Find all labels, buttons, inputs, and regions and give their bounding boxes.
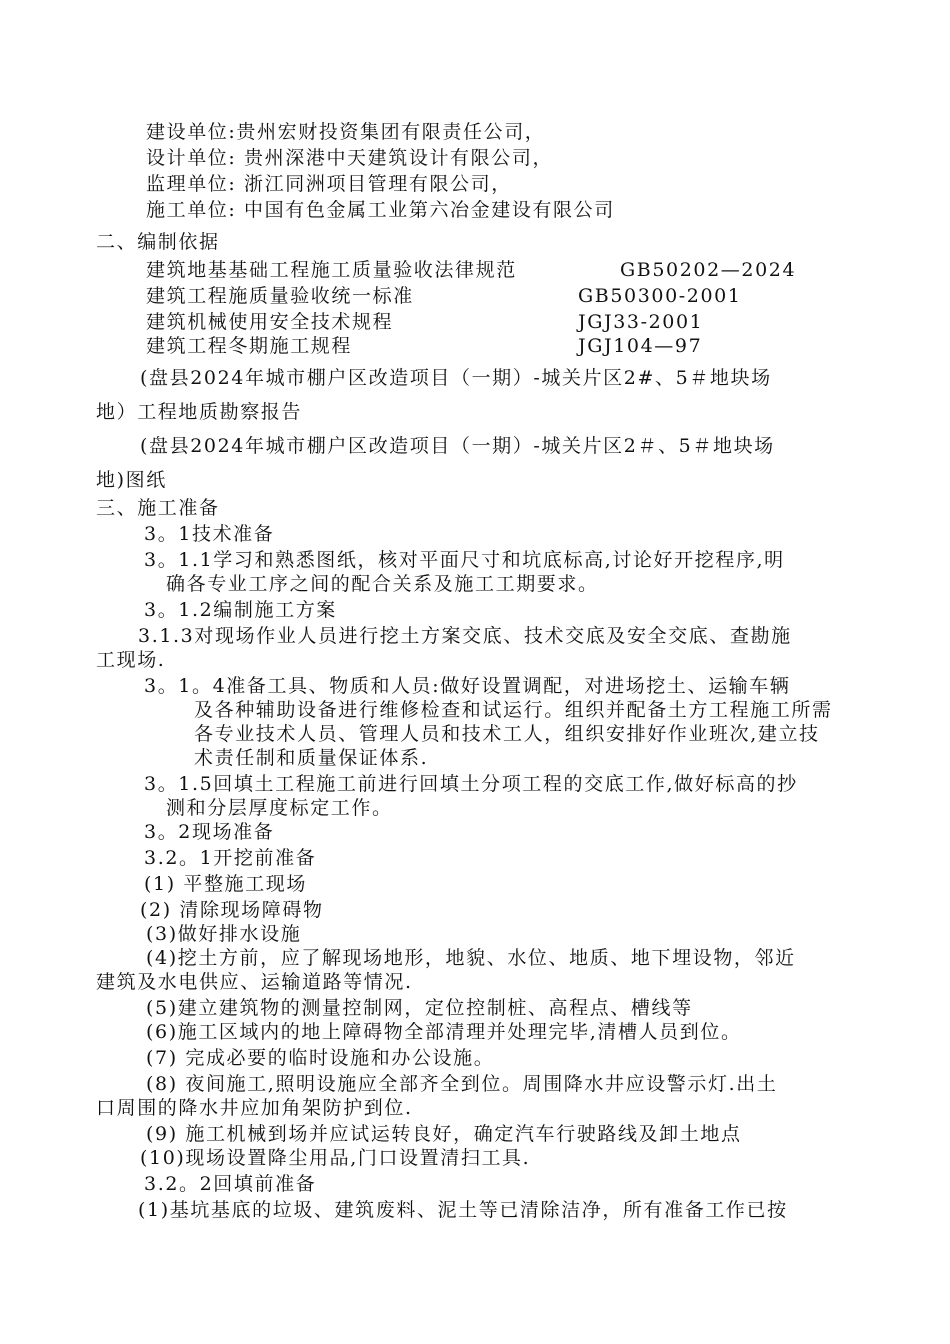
paragraph-line: 工现场. (96, 649, 166, 671)
contractor-unit-line: 施工单位: 中国有色金属工业第六冶金建设有限公司 (146, 199, 615, 221)
standard-code: JGJ104—97 (578, 335, 703, 357)
standard-name: 建筑机械使用安全技术规程 (146, 311, 394, 333)
standard-code: JGJ33-2001 (578, 311, 704, 333)
design-unit-line: 设计单位: 贵州深港中天建筑设计有限公司， (146, 147, 554, 169)
supervision-unit-line: 监理单位: 浙江同洲项目管理有限公司， (146, 173, 512, 195)
paragraph-line: 3.1.3对现场作业人员进行挖土方案交底、技术交底及安全交底、查勘施 (138, 625, 792, 647)
section-2-heading: 二、编制依据 (96, 231, 220, 253)
list-item: (1)基坑基底的垃圾、建筑废料、泥土等已清除洁净，所有准备工作已按 (138, 1199, 788, 1221)
standard-name: 建筑地基基础工程施工质量验收法律规范 (146, 259, 517, 281)
subsection-heading: 3。2现场准备 (144, 821, 275, 843)
paragraph-line: 3。1。4准备工具、物质和人员:做好设置调配，对进场挖土、运输车辆 (144, 675, 791, 697)
drawings-line: 地)图纸 (96, 469, 167, 491)
list-item: (8) 夜间施工,照明设施应全部齐全到位。周围降水井应设警示灯.出土 (146, 1073, 778, 1095)
subsection-heading: 3。1.2编制施工方案 (144, 599, 337, 621)
standard-code: GB50202—2024 (620, 259, 797, 281)
subsection-heading: 3.2。1开挖前准备 (144, 847, 317, 869)
list-item: 建筑及水电供应、运输道路等情况. (96, 971, 413, 993)
paragraph-line: 及各种辅助设备进行维修检查和试运行。组织并配备土方工程施工所需 (194, 699, 833, 721)
paragraph-line: 各专业技术人员、管理人员和技术工人，组织安排好作业班次,建立技 (194, 723, 820, 745)
paragraph-line: 3。1.5回填土工程施工前进行回填土分项工程的交底工作,做好标高的抄 (144, 773, 798, 795)
list-item: (1) 平整施工现场 (144, 873, 307, 895)
paragraph-line: 确各专业工序之间的配合关系及施工工期要求。 (166, 573, 599, 595)
standard-code: GB50300-2001 (578, 285, 742, 307)
list-item: 口周围的降水井应加角架防护到位. (96, 1097, 413, 1119)
list-item: (7) 完成必要的临时设施和办公设施。 (146, 1047, 495, 1069)
subsection-heading: 3.2。2回填前准备 (144, 1173, 317, 1195)
paragraph-line: 术责任制和质量保证体系. (194, 747, 429, 769)
geo-report-line: (盘县2024年城市棚户区改造项目（一期）-城关片区2#、5＃地块场 (140, 367, 772, 389)
list-item: (4)挖土方前，应了解现场地形，地貌、水位、地质、地下埋设物，邻近 (146, 947, 796, 969)
standard-name: 建筑工程施质量验收统一标准 (146, 285, 414, 307)
drawings-line: (盘县2024年城市棚户区改造项目（一期）-城关片区2＃、5＃地块场 (140, 435, 775, 457)
list-item: (10)现场设置降尘用品,门口设置清扫工具. (140, 1147, 531, 1169)
geo-report-line: 地）工程地质勘察报告 (96, 401, 303, 423)
list-item: (5)建立建筑物的测量控制网，定位控制桩、高程点、槽线等 (146, 997, 693, 1019)
paragraph-line: 测和分层厚度标定工作。 (166, 797, 393, 819)
paragraph-line: 3。1.1学习和熟悉图纸，核对平面尺寸和坑底标高,讨论好开挖程序,明 (144, 549, 785, 571)
list-item: (6)施工区域内的地上障碍物全部清理并处理完毕,清槽人员到位。 (146, 1021, 742, 1043)
list-item: (2) 清除现场障碍物 (140, 899, 324, 921)
list-item: (3)做好排水设施 (146, 923, 302, 945)
standard-name: 建筑工程冬期施工规程 (146, 335, 353, 357)
subsection-heading: 3。1技术准备 (144, 523, 275, 545)
construction-unit-line: 建设单位:贵州宏财投资集团有限责任公司， (146, 121, 546, 143)
section-3-heading: 三、施工准备 (96, 497, 220, 519)
list-item: (9) 施工机械到场并应试运转良好，确定汽车行驶路线及卸土地点 (146, 1123, 742, 1145)
